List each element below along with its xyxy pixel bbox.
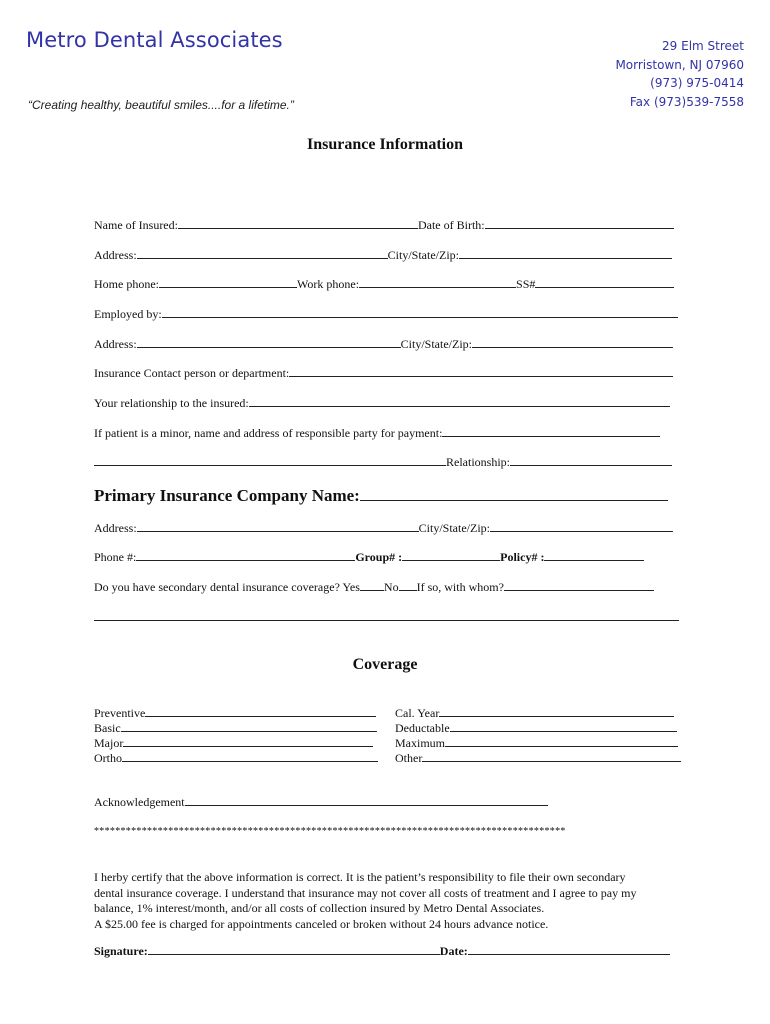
coverage-left-column (94, 706, 378, 766)
date-field[interactable] (468, 944, 670, 955)
ortho-field[interactable] (122, 751, 378, 762)
insured-name-field[interactable] (178, 218, 418, 229)
employer-city-label: City/State/Zip: (400, 337, 473, 351)
employer-address-field[interactable] (137, 337, 401, 348)
signature-row (94, 944, 670, 959)
primary-insurance-row (94, 486, 668, 506)
contact-row (94, 366, 673, 381)
secondary-question: Do you have secondary dental insurance coverage? Yes (94, 580, 360, 594)
work-phone-field[interactable] (359, 277, 516, 288)
secondary-blank-row (94, 610, 679, 625)
cal-year-field[interactable] (439, 706, 674, 717)
responsible-relationship-label: Relationship: (446, 455, 510, 469)
insured-name-row (94, 218, 674, 233)
phone-field[interactable] (136, 550, 355, 561)
tagline: “Creating healthy, beautiful smiles....for a lifetime.” (28, 98, 294, 112)
phones-row (94, 277, 674, 292)
contact-label: Insurance Contact person or department: (94, 366, 290, 380)
relationship-field[interactable] (249, 396, 670, 407)
responsible-relationship-field[interactable] (510, 455, 672, 466)
ss-label: SS# (516, 277, 536, 291)
certification-line-2: dental insurance coverage. I understand that insurance may not cover all costs of treatment and I agree to pay my (94, 885, 637, 900)
responsible-party-row (94, 455, 672, 470)
dob-label: Date of Birth: (417, 218, 485, 232)
minor-label: If patient is a minor, name and address of responsible party for payment: (94, 426, 443, 440)
certification-line-1: I herby certify that the above information is correct. It is the patient’s responsibility to file their own secondary (94, 870, 626, 884)
maximum-field[interactable] (445, 736, 678, 747)
secondary-yes-field[interactable] (360, 580, 384, 591)
secondary-coverage-row (94, 580, 654, 595)
primary-address-field[interactable] (137, 521, 419, 532)
address-city: Morristown, NJ 07960 (615, 57, 744, 72)
date-label: Date: (439, 944, 468, 958)
secondary-no-field[interactable] (399, 580, 417, 591)
deductable-field[interactable] (450, 721, 677, 732)
signature-field[interactable] (148, 944, 440, 955)
ss-field[interactable] (535, 277, 674, 288)
dob-field[interactable] (485, 218, 674, 229)
employer-city-field[interactable] (472, 337, 673, 348)
deductable-label: Deductable (395, 721, 450, 735)
address-street: 29 Elm Street (662, 39, 744, 53)
practice-address (615, 37, 744, 111)
practice-name: Metro Dental Associates (26, 28, 283, 52)
insured-name-label: Name of Insured: (94, 218, 178, 232)
maximum-label: Maximum (395, 736, 445, 750)
employer-field[interactable] (162, 307, 678, 318)
relationship-row (94, 396, 670, 411)
separator: ***************************************************************************************** (94, 826, 566, 837)
policy-label: Policy# : (500, 550, 545, 564)
primary-address-row (94, 521, 673, 536)
insured-address-row (94, 248, 672, 263)
certification-line-4: A $25.00 fee is charged for appointments canceled or broken without 24 hours advance notice. (94, 916, 549, 931)
ortho-label: Ortho (94, 751, 122, 765)
acknowledgement-row (94, 795, 548, 810)
insured-address-field[interactable] (137, 248, 388, 259)
certification-line-3: balance, 1% interest/month, and/or all costs of collection insured by Metro Dental Associates. (94, 901, 545, 915)
policy-field[interactable] (544, 550, 644, 561)
page-title: Insurance Information (306, 136, 463, 153)
employer-address-label: Address: (94, 337, 137, 351)
coverage-title: Coverage (352, 656, 418, 673)
phone-label: Phone #: (94, 550, 137, 564)
coverage-right-column (395, 706, 681, 766)
acknowledgement-label: Acknowledgement (94, 795, 185, 809)
group-label: Group# : (355, 550, 403, 564)
cal-year-label: Cal. Year (395, 706, 440, 720)
signature-label: Signature: (94, 944, 148, 958)
primary-insurance-heading: Primary Insurance Company Name: (94, 486, 360, 505)
certification-text (94, 870, 684, 932)
acknowledgement-field[interactable] (185, 795, 548, 806)
address-phone: (973) 975-0414 (650, 76, 744, 90)
secondary-whom-label: If so, with whom? (416, 580, 504, 594)
major-field[interactable] (123, 736, 373, 747)
secondary-no-label: No (383, 580, 399, 594)
contact-field[interactable] (289, 366, 673, 377)
insured-city-label: City/State/Zip: (387, 248, 460, 262)
minor-row (94, 426, 660, 441)
preventive-field[interactable] (145, 706, 376, 717)
responsible-party-field[interactable] (94, 455, 446, 466)
relationship-label: Your relationship to the insured: (94, 396, 249, 410)
major-label: Major (94, 736, 124, 750)
preventive-label: Preventive (94, 706, 146, 720)
primary-city-field[interactable] (490, 521, 673, 532)
secondary-details-field[interactable] (94, 610, 679, 621)
work-phone-label: Work phone: (297, 277, 360, 291)
primary-address-label: Address: (94, 521, 137, 535)
home-phone-label: Home phone: (94, 277, 159, 291)
employer-row (94, 307, 678, 322)
other-field[interactable] (422, 751, 681, 762)
insured-address-label: Address: (94, 248, 137, 262)
basic-field[interactable] (121, 721, 377, 732)
home-phone-field[interactable] (159, 277, 297, 288)
insured-city-field[interactable] (459, 248, 672, 259)
primary-city-label: City/State/Zip: (418, 521, 491, 535)
primary-insurance-field[interactable] (360, 487, 668, 501)
address-fax: Fax (973)539-7558 (629, 94, 744, 109)
minor-field[interactable] (442, 426, 660, 437)
primary-phone-row (94, 550, 644, 565)
group-field[interactable] (402, 550, 500, 561)
other-label: Other (395, 751, 423, 765)
basic-label: Basic (94, 721, 121, 735)
employer-label: Employed by: (94, 307, 162, 321)
employer-address-row (94, 337, 673, 352)
secondary-whom-field[interactable] (504, 580, 654, 591)
